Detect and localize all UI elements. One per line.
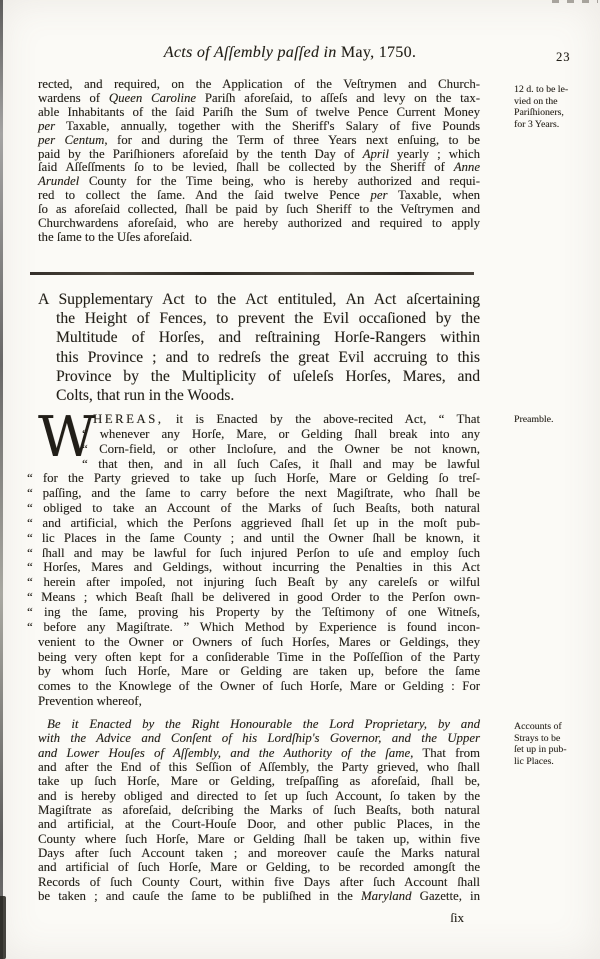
margin-note-line: Strays to be	[514, 732, 561, 744]
margin-note-line: for 3 Years.	[514, 118, 560, 130]
text-line: and artificial of ſuch Horſe, Mare or Gelding, to be recorded amongſt the	[38, 860, 480, 875]
text-line: “ before any Magiſtrate. ” Which Method by Experience is found incon-	[27, 619, 480, 634]
text-line: and Lower Houſes of Aſſembly, and the Authority of the ſame, That from	[38, 745, 480, 760]
text-line: “ that then, and in all ſuch Caſes, it ſhall and may be lawful	[82, 456, 480, 471]
text-line: HEREAS, it is Enacted by the above-recited Act, “ That	[93, 412, 480, 426]
margin-note-strays	[514, 721, 598, 767]
act-heading	[38, 290, 480, 405]
text-line: Records of ſuch County Court, within five Days after ſuch Account ſhall	[38, 874, 480, 889]
text-line: “ Horſes, Mares and Geldings, without incurring the Penalties in this Act	[27, 560, 480, 575]
text-line: be taken ; and cauſe the ſame to be publiſhed in the Maryland Gazette, in	[38, 889, 480, 904]
text-line: “ paſſing, and the ſame to carry before the next Magiſtrate, who ſhall be	[27, 486, 480, 501]
text-line: Magiſtrate as aforeſaid, deſcribing the Marks of ſuch Beaſts, both natural	[38, 803, 480, 818]
drop-cap: W	[38, 405, 96, 470]
text-line: this Province ; and to redreſs the great Evil accruing to this	[56, 348, 480, 366]
text-line: Multitude of Horſes, and reſtraining Horſe-Rangers within	[56, 329, 480, 347]
header-title-italic: Acts of Aſſembly paſſed in	[163, 44, 337, 61]
text-line: “ and artificial, which the Perſons aggrieved ſhall ſet up in the moſt pub-	[27, 515, 480, 530]
text-line: rected, and required, on the Application of the Veſtrymen and Church-	[38, 77, 480, 91]
text-line: ſaid Aſſeſſments ſo to be levied, ſhall be collected by the Sheriff of Anne	[38, 160, 480, 175]
text-line: with the Advice and Conſent of his Lordſhip's Governor, and the Upper	[38, 731, 480, 746]
margin-note-line: Pariſhioners,	[514, 107, 564, 119]
text-line: red to collect the ſame. And the ſaid twelve Pence per Taxable, when	[38, 188, 480, 203]
margin-note-preamble	[514, 414, 598, 426]
header-title-roman: May, 1750.	[336, 44, 417, 61]
text-line: and is hereby obliged and directed to ſet up ſuch Account, ſo taken by the	[38, 788, 480, 803]
text-line: wardens of Queen Caroline Pariſh aforeſaid, to aſſeſs and levy on the tax-	[38, 90, 481, 105]
text-line: “ herein after impoſed, not injuring ſuch Beaſt by any careleſs or wilful	[27, 575, 480, 590]
section-divider-rule	[30, 272, 474, 275]
act-continuation-paragraph	[38, 78, 480, 245]
enacting-paragraph	[38, 717, 480, 903]
text-line: Prevention whereof,	[38, 694, 142, 709]
text-line: “ Corn-field, or other Incloſure, and the Owner be not known,	[82, 441, 480, 456]
text-line: being very often kept for a conſiderable Time in the Poſſeſſion of the Party	[38, 649, 480, 664]
text-line: per Centum, for and during the Term of three Years next enſuing, to be	[38, 132, 480, 147]
text-line: and artificial, at the Court-Houſe Door, and other public Places, in the	[38, 817, 480, 832]
text-line: Days after ſuch Account taken ; and moreover cauſe the Marks natural	[38, 846, 480, 861]
text-line: Churchwardens aforeſaid, who are hereby authorized and required to apply	[38, 216, 480, 231]
text-line: the Height of Fences, to prevent the Evil occaſioned by the	[56, 310, 480, 328]
text-line: Arundel County for the Time being, who is hereby authorized and requi-	[38, 174, 480, 189]
margin-note-line: Preamble.	[514, 414, 554, 425]
margin-note-line: Accounts of	[514, 721, 562, 732]
text-line: “ lic Places in the ſame County ; and until the Owner ſhall be known, it	[27, 530, 480, 545]
page-number: 23	[556, 50, 571, 64]
text-line: by whom ſuch Horſe, Mare or Gelding are taken up, before the ſame	[38, 664, 480, 679]
text-line: able Inhabitants of the ſaid Pariſh the Sum of twelve Pence Current Money	[38, 104, 480, 119]
text-line: “ Means ; which Beaſt ſhall be delivered in good Order to the Perſon own-	[27, 590, 480, 605]
catchword: ſix	[450, 910, 464, 925]
text-line: A Supplementary Act to the Act entituled, An Act aſcertaining	[38, 291, 480, 308]
whereas-paragraph	[27, 405, 480, 709]
margin-note-line: 12 d. to be le-	[514, 84, 569, 95]
scan-edge-artifact	[0, 0, 3, 959]
text-line: “ whenever any Horſe, Mare, or Gelding ſhall break into any	[82, 426, 480, 441]
margin-note-line: lic Places.	[514, 755, 554, 767]
running-header	[60, 44, 520, 62]
text-line: venient to the Owner or Owners of ſuch Horſes, Mares or Geldings, they	[38, 634, 480, 649]
text-line: Province by the Multiplicity of uſeleſs Horſes, Mares, and	[56, 367, 480, 385]
text-line: ſo as aforeſaid collected, ſhall be paid by ſuch Sheriff to the Veſtrymen and	[38, 202, 480, 217]
text-line: County where ſuch Horſe, Mare or Gelding ſhall be taken up, within five	[38, 831, 480, 846]
text-line: and after the End of this Seſſion of Aſſembly, the Party grieved, who ſhall	[38, 760, 480, 775]
margin-note-line: vied on the	[514, 95, 558, 107]
text-line: “ ing the ſame, proving his Property by the Teſtimony of one Witneſs,	[27, 604, 480, 619]
text-line: paid by the Pariſhioners aforeſaid by the tenth Day of April yearly ; which	[38, 146, 480, 161]
text-line: “ ſhall and may be lawful for ſuch injured Perſon to uſe and employ ſuch	[27, 545, 480, 560]
scan-blob-artifact	[0, 896, 6, 959]
text-line: Colts, that run in the Woods.	[56, 387, 235, 405]
text-line: the ſame to the Uſes aforeſaid.	[38, 229, 193, 244]
text-line: per Taxable, annually, together with the Sheriff's Salary of five Pounds	[38, 118, 480, 133]
scan-tick-artifact	[552, 0, 598, 3]
margin-note-tax-levy	[514, 84, 598, 130]
text-line: “ obliged to take an Account of the Marks of ſuch Beaſts, both natural	[27, 501, 480, 516]
text-line: comes to the Knowlege of the Owner of ſuch Horſe, Mare or Gelding : For	[38, 679, 480, 694]
text-line: Be it Enacted by the Right Honourable the Lord Proprietary, by and	[47, 717, 480, 731]
text-line: “ for the Party grieved to take up ſuch Horſe, Mare or Gelding ſo treſ-	[27, 471, 480, 486]
text-line: take up ſuch Horſe, Mare or Gelding, treſpaſſing as aforeſaid, ſhall be,	[38, 774, 480, 789]
margin-note-line: ſet up in pub-	[514, 744, 567, 756]
